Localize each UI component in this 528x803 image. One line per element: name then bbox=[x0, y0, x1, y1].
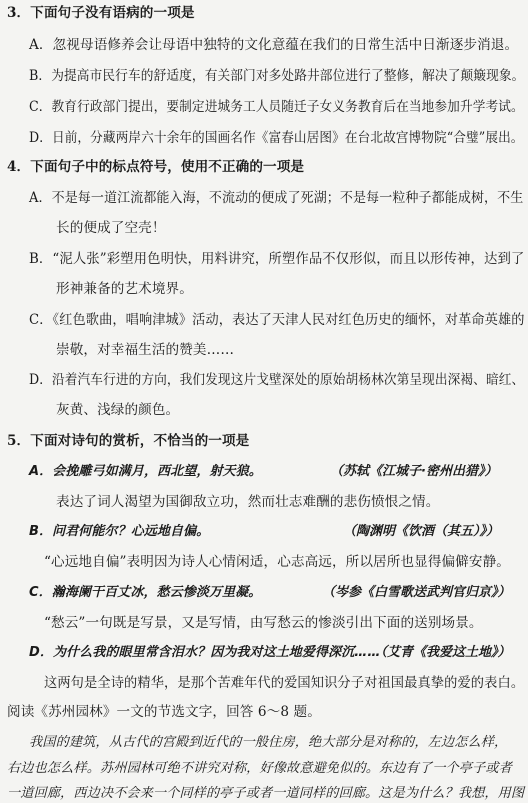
question-5-option-d-source: （艾青《我爱这土地》） bbox=[374, 645, 511, 660]
question-4-title: 4．下面句子中的标点符号，使用不正确的一项是 bbox=[7, 159, 305, 175]
question-3-option-c: C．教育行政部门提出，要制定进城务工人员随迁子女义务教育后在当地参加升学考试。 bbox=[29, 99, 524, 115]
question-4-option-d-line2: 灰黄、浅绿的颜色。 bbox=[56, 402, 180, 418]
question-3-option-d: D．日前，分藏两岸六十余年的国画名作《富春山居图》在台北故宫博物院“合璧”展出。 bbox=[29, 130, 524, 146]
question-5-option-b-poem: B．问君何能尔？心远地自偏。 bbox=[29, 524, 210, 539]
question-4-option-a-line2: 长的便成了空壳！ bbox=[56, 220, 166, 236]
question-3-title: 3．下面句子没有语病的一项是 bbox=[7, 5, 195, 21]
question-5-option-b-source: （陶渊明《饮酒（其五）》） bbox=[343, 524, 500, 539]
question-5-option-d-poem: D．为什么我的眼里常含泪水？因为我对这土地爱得深沉…… bbox=[29, 645, 381, 660]
question-5-option-b-note: “心远地自偏”表明因为诗人心情闲适，心志高远，所以居所也显得偏僻安静。 bbox=[44, 554, 510, 570]
question-4-option-d-line1: D．沿着汽车行进的方向，我们发现这片戈壁深处的原始胡杨林次第呈现出深褐、暗红、 bbox=[29, 372, 525, 388]
question-5-option-c-source: （岑参《白雪歌送武判官归京》） bbox=[322, 585, 511, 600]
question-5-option-c-note: “愁云”一句既是写景，又是写情，由写愁云的惨淡引出下面的送别场景。 bbox=[44, 615, 483, 631]
passage-line-1: 我国的建筑，从古代的宫殿到近代的一般住房，绝大部分是对称的，左边怎么样， bbox=[29, 735, 508, 750]
question-5-option-a-note: 表达了词人渴望为国御敌立功，然而壮志难酬的悲伤愤恨之情。 bbox=[56, 494, 440, 510]
question-4-option-b-line1: B．“泥人张”彩塑用色明快，用料讲究，所塑作品不仅形似，而且以形传神，达到了 bbox=[29, 251, 525, 267]
question-4-option-b-line2: 形神兼备的艺术境界。 bbox=[56, 281, 193, 297]
passage-line-2: 右边也怎么样。苏州园林可绝不讲究对称，好像故意避免似的。东边有了一个亭子或者 bbox=[7, 761, 512, 776]
question-3-option-a: A．忽视母语修养会让母语中独特的文化意蕴在我们的日常生活中日渐逐步消退。 bbox=[29, 37, 519, 53]
question-5-option-c-poem: C．瀚海阑干百丈冰，愁云惨淡万里凝。 bbox=[29, 585, 262, 600]
question-4-option-c-line1: C．《红色歌曲，唱响津城》活动，表达了天津人民对红色历史的缅怀，对革命英雄的 bbox=[29, 312, 525, 328]
reading-instruction: 阅读《苏州园林》一文的节选文字，回答 6～8 题。 bbox=[7, 704, 321, 720]
passage-line-3: 一道回廊，西边决不会来一个同样的亭子或者一道同样的回廊。这是为什么？我想，用图 bbox=[7, 786, 525, 801]
question-5-title: 5．下面对诗句的赏析，不恰当的一项是 bbox=[7, 433, 250, 449]
question-4-option-c-line2: 崇敬，对幸福生活的赞美…… bbox=[56, 342, 235, 358]
question-4-option-a-line1: A．不是每一道江流都能入海，不流动的便成了死湖；不是每一粒种子都能成树，不生 bbox=[29, 190, 524, 206]
question-5-option-d-note: 这两句是全诗的精华，是那个苦难年代的爱国知识分子对祖国最真挚的爱的表白。 bbox=[44, 675, 525, 691]
question-5-option-a-poem: A．会挽雕弓如满月，西北望，射天狼。 bbox=[29, 464, 262, 479]
question-3-option-b: B．为提高市民行车的舒适度，有关部门对多处路井部位进行了整修，解决了颠簸现象。 bbox=[29, 68, 525, 84]
question-5-option-a-source: （苏轼《江城子·密州出猎》） bbox=[330, 464, 498, 479]
